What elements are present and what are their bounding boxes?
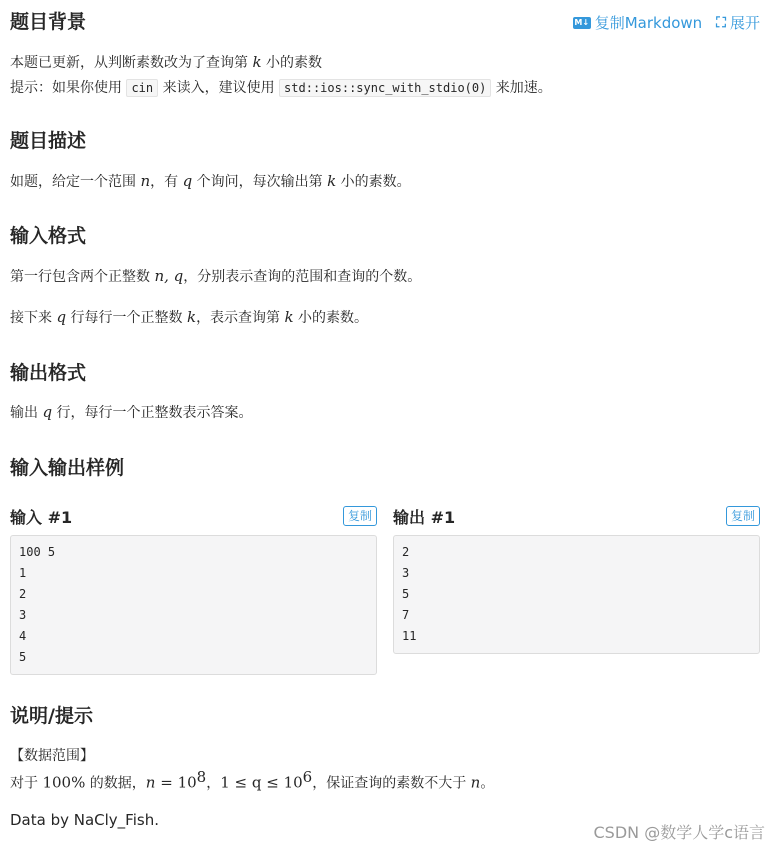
sample-output-header [393, 505, 760, 527]
background-line-2 [10, 77, 552, 99]
math: = 10 [155, 773, 197, 792]
text: 本题已更新，从判断素数改为了查询第 [10, 55, 253, 71]
sample-output [393, 505, 760, 654]
text: ，分别表示查询的范围和查询的个数。 [183, 269, 422, 285]
math: 100% [42, 773, 86, 792]
math-var: q [42, 403, 53, 421]
sample-input-line: 2 [19, 587, 27, 601]
sample-output-line: 2 [402, 545, 410, 559]
text: 行，每行一个正整数表示答案。 [52, 405, 253, 421]
samples-heading: 输入输出样例 [10, 457, 125, 479]
sample-input-line: 1 [19, 566, 27, 580]
text: ，有 [150, 174, 183, 190]
input-format-heading: 输入格式 [10, 225, 87, 247]
text: 个询问，每次输出第 [192, 174, 328, 190]
description-heading: 题目描述 [10, 130, 87, 152]
copy-output-button[interactable]: 复制 [726, 506, 760, 526]
sample-input-title: 输入 #1 [10, 507, 73, 527]
sample-output-line: 7 [402, 608, 410, 622]
text: 小的素数 [261, 55, 322, 71]
text: 。 [480, 775, 495, 792]
math-var: k [284, 308, 294, 326]
sample-input-header [10, 505, 377, 527]
sample-input-line: 3 [19, 608, 27, 622]
description-text [10, 170, 411, 193]
text: ， [206, 775, 221, 792]
math-var: q [182, 172, 193, 190]
background-heading: 题目背景 [10, 11, 87, 33]
watermark: CSDN @数学人学c语言 [593, 823, 765, 842]
sample-output-box[interactable] [393, 535, 760, 654]
hint-heading: 说明/提示 [10, 705, 93, 727]
copy-markdown-label: 复制Markdown [594, 14, 703, 32]
math-var: k [186, 308, 197, 326]
sample-input [10, 505, 377, 675]
text: 的数据， [85, 775, 146, 792]
toolbar [573, 12, 760, 33]
sample-input-box[interactable] [10, 535, 377, 675]
input-format-line-1 [10, 265, 421, 288]
text: 行每行一个正整数 [66, 310, 187, 326]
text: 如题，给定一个范围 [10, 174, 141, 190]
expand-button[interactable] [716, 12, 760, 33]
input-format-line-2 [10, 306, 368, 329]
credit-text: Data by NaCly_Fish. [10, 811, 159, 829]
text: 小的素数。 [336, 174, 411, 190]
expand-icon: ⛶ [716, 14, 726, 31]
output-format-text [10, 401, 253, 424]
sample-output-title: 输出 #1 [393, 507, 456, 527]
expand-label: 展开 [729, 14, 760, 32]
sample-input-line: 100 5 [19, 545, 56, 559]
math-var: n [140, 172, 151, 190]
sample-input-line: 5 [19, 650, 27, 664]
text: ，保证查询的素数不大于 [312, 775, 471, 792]
output-format-heading: 输出格式 [10, 362, 87, 384]
text: 输出 [10, 405, 43, 421]
text: 接下来 [10, 310, 57, 326]
text: 小的素数。 [293, 310, 369, 326]
math-exponent: 8 [196, 768, 207, 786]
sample-output-line: 11 [402, 629, 417, 643]
hint-range-label: 【数据范围】 [10, 748, 94, 764]
sample-output-line: 3 [402, 566, 410, 580]
math-var: q [56, 308, 67, 326]
math-var: k [252, 53, 262, 71]
code-sync: std::ios::sync_with_stdio(0) [279, 79, 491, 97]
sample-output-line: 5 [402, 587, 410, 601]
copy-input-button[interactable]: 复制 [343, 506, 377, 526]
code-cin: cin [126, 79, 158, 97]
math: 1 ≤ q ≤ 10 [220, 773, 303, 792]
markdown-icon: M↓ [574, 17, 590, 27]
text: 提示：如果你使用 [10, 80, 127, 96]
sample-input-line: 4 [19, 629, 27, 643]
math-exponent: 6 [302, 768, 313, 786]
math-var: k [327, 172, 337, 190]
copy-markdown-button[interactable] [573, 12, 702, 33]
text: 对于 [10, 775, 43, 792]
text: 第一行包含两个正整数 [10, 269, 155, 285]
text: 来读入，建议使用 [158, 80, 280, 96]
math-var: n [145, 773, 156, 792]
text: 来加速。 [491, 80, 552, 96]
math-var: n, q [154, 267, 184, 285]
background-line-1 [10, 51, 322, 74]
math-var: n [470, 773, 481, 792]
hint-range-text [10, 766, 494, 795]
text: ，表示查询第 [196, 310, 285, 326]
